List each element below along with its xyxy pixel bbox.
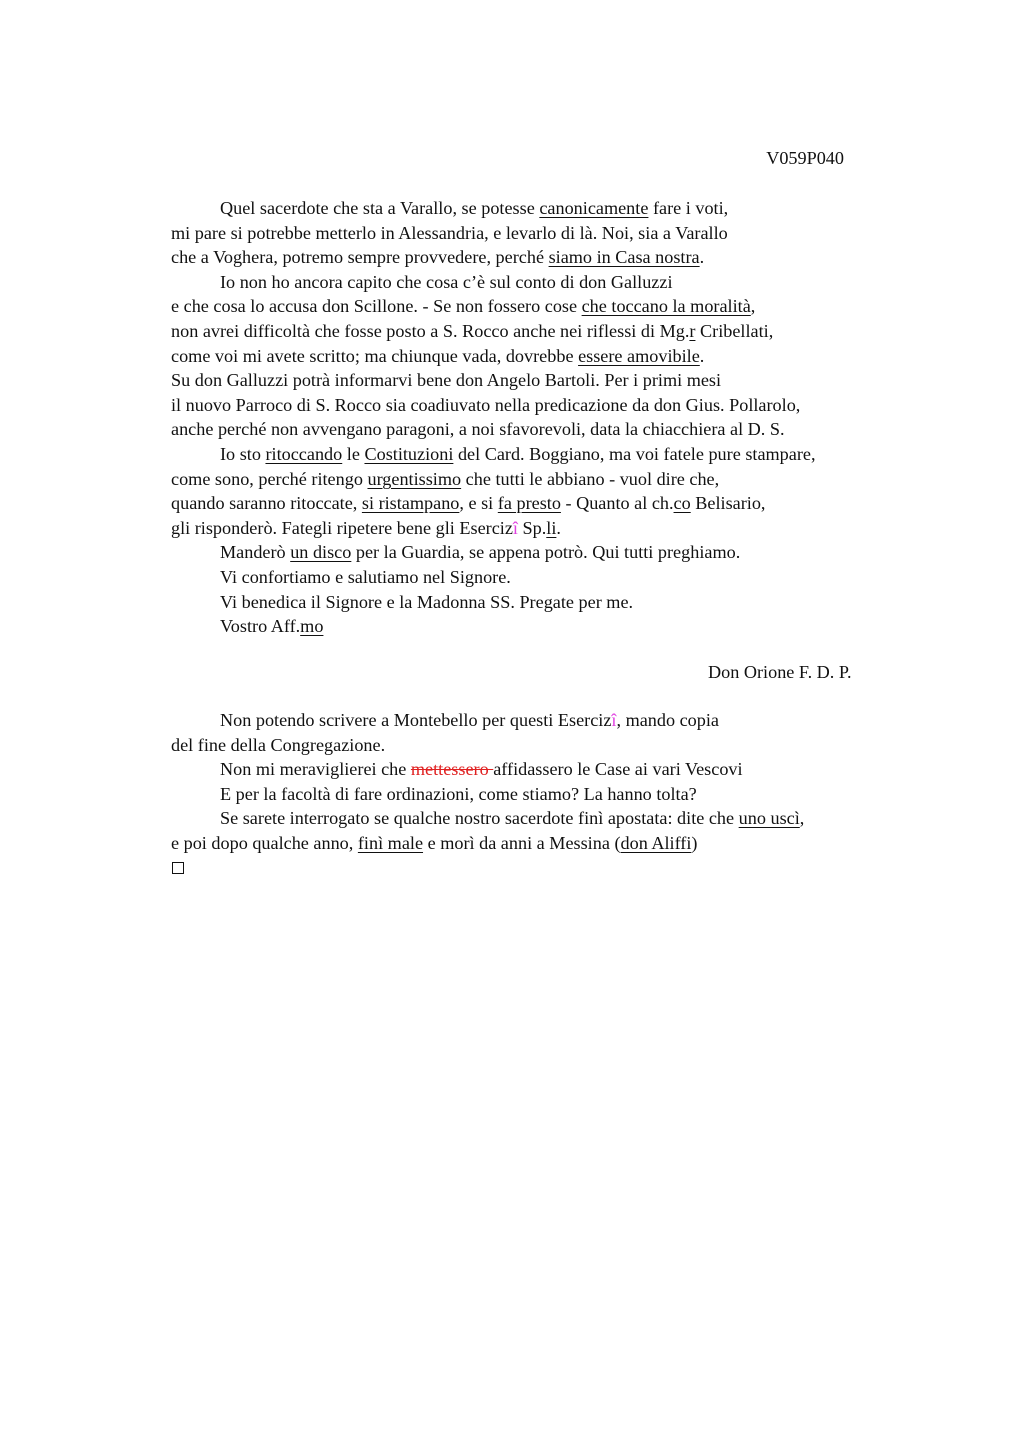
accent-mark: î (611, 710, 617, 730)
text-run: le (342, 443, 365, 464)
body-line (171, 442, 911, 467)
underlined-text: fa presto (497, 493, 561, 514)
postscript (171, 708, 911, 880)
text-run: fare i voti, (648, 198, 729, 218)
text-run: Manderò (220, 542, 291, 563)
body-line (171, 590, 911, 615)
ps-line (171, 831, 911, 856)
text-run: Io non ho ancora capito che cosa c’è sul conto di don Galluzzi (220, 271, 673, 292)
text-run: , e si (459, 493, 498, 514)
text-run: Vi benedica il Signore e la Madonna SS. Pregate per me. (220, 591, 634, 612)
underlined-text: don Aliffi (620, 832, 692, 853)
text-run: Io sto (220, 443, 266, 464)
text-run: non avrei difficoltà che fosse posto a S. Rocco anche nei riflessi di Mg. (171, 320, 690, 341)
text-run: mi pare si potrebbe metterlo in Alessandria, e levarlo di là. Noi, sia a Varallo (171, 222, 728, 243)
text-run: e che cosa lo accusa don Scillone. - Se non fossero cose (171, 296, 582, 317)
body-line (171, 467, 911, 492)
underlined-text: Costituzioni (364, 443, 454, 464)
text-run: gli risponderò. Fategli ripetere bene gli Esercizî Sp. (171, 517, 547, 538)
text-run: quando saranno ritoccate, (171, 493, 362, 514)
underlined-text: finì male (357, 832, 424, 853)
body-line (171, 491, 911, 516)
text-run: . (556, 517, 561, 538)
underlined-text: si ristampano (361, 493, 460, 514)
ps-line (171, 757, 911, 782)
page-id: V059P040 (766, 148, 844, 168)
underlined-text: canonicamente (539, 198, 649, 218)
ps-line (171, 733, 911, 758)
body-line (171, 196, 911, 221)
underlined-text: ritoccando (265, 443, 343, 464)
text-run: Non potendo scrivere a Montebello per questi Esercizî, mando copia (220, 710, 719, 730)
text-run: Vostro Aff. (220, 616, 301, 637)
text-run: Su don Galluzzi potrà informarvi bene don Angelo Bartoli. Per i primi mesi (171, 370, 722, 391)
text-run: . (699, 247, 705, 268)
underlined-text: mo (300, 616, 324, 637)
letter-body (171, 196, 911, 639)
text-run: Non mi meraviglierei che (220, 759, 411, 780)
underlined-text: un disco (290, 542, 352, 563)
ps-line (171, 708, 911, 733)
text-run: - Quanto al ch. (560, 493, 674, 514)
text-run: del Card. Boggiano, ma voi fatele pure stampare, (453, 443, 816, 464)
end-mark-line (171, 856, 911, 881)
ps-line (171, 806, 911, 831)
text-run: Belisario, (690, 493, 766, 514)
body-line (171, 368, 911, 393)
text-run: e morì da anni a Messina ( (423, 832, 621, 853)
text-run: e poi dopo qualche anno, (171, 832, 358, 853)
text-run: affidassero le Case ai vari Vescovi (493, 759, 743, 780)
underlined-text: urgentissimo (367, 468, 462, 489)
text-run: Quel sacerdote che sta a Varallo, se potesse (220, 198, 540, 218)
text-run: come sono, perché ritengo (171, 468, 368, 489)
struck-text: mettessero (410, 759, 494, 780)
body-line (171, 344, 911, 369)
empty-square-icon (172, 862, 184, 874)
body-line (171, 319, 911, 344)
text-run: , (750, 296, 756, 317)
text-run: ) (691, 832, 698, 853)
body-line (171, 516, 911, 541)
text-run: . (699, 345, 705, 366)
body-line (171, 565, 911, 590)
text-run: che tutti le abbiano - vuol dire che, (461, 468, 720, 489)
underlined-text: uno uscì (738, 808, 800, 829)
accent-mark: î (512, 517, 518, 538)
text-run: come voi mi avete scritto; ma chiunque vada, dovrebbe (171, 345, 579, 366)
underlined-text: r (689, 320, 696, 341)
text-run: il nuovo Parroco di S. Rocco sia coadiuvato nella predicazione da don Gius. Pollarolo, (171, 394, 801, 415)
body-line (171, 221, 911, 246)
text-run: Cribellati, (695, 320, 774, 341)
body-line (171, 245, 911, 270)
body-line (171, 294, 911, 319)
body-line (171, 270, 911, 295)
text-run: Se sarete interrogato se qualche nostro sacerdote finì apostata: dite che (220, 808, 739, 829)
text-run: che a Voghera, potremo sempre provvedere, perché (171, 247, 549, 268)
body-line (171, 417, 911, 442)
text-run: anche perché non avvengano paragoni, a noi sfavorevoli, data la chiacchiera al D. S. (171, 419, 785, 440)
body-line (171, 540, 911, 565)
ps-line (171, 782, 911, 807)
body-line (171, 393, 911, 418)
underlined-text: siamo in Casa nostra (548, 247, 700, 268)
body-line (171, 614, 911, 639)
underlined-text: essere amovibile (578, 345, 700, 366)
underlined-text: che toccano la moralità (581, 296, 751, 317)
underlined-text: li (546, 517, 557, 538)
text-run: , (799, 808, 805, 829)
text-run: per la Guardia, se appena potrò. Qui tutti preghiamo. (351, 542, 741, 563)
text-run: Vi confortiamo e salutiamo nel Signore. (220, 566, 511, 587)
text-run: E per la facoltà di fare ordinazioni, come stiamo? La hanno tolta? (220, 783, 697, 804)
underlined-text: co (673, 493, 691, 514)
text-run: del fine della Congregazione. (171, 734, 386, 755)
signature: Don Orione F. D. P. (708, 662, 852, 682)
